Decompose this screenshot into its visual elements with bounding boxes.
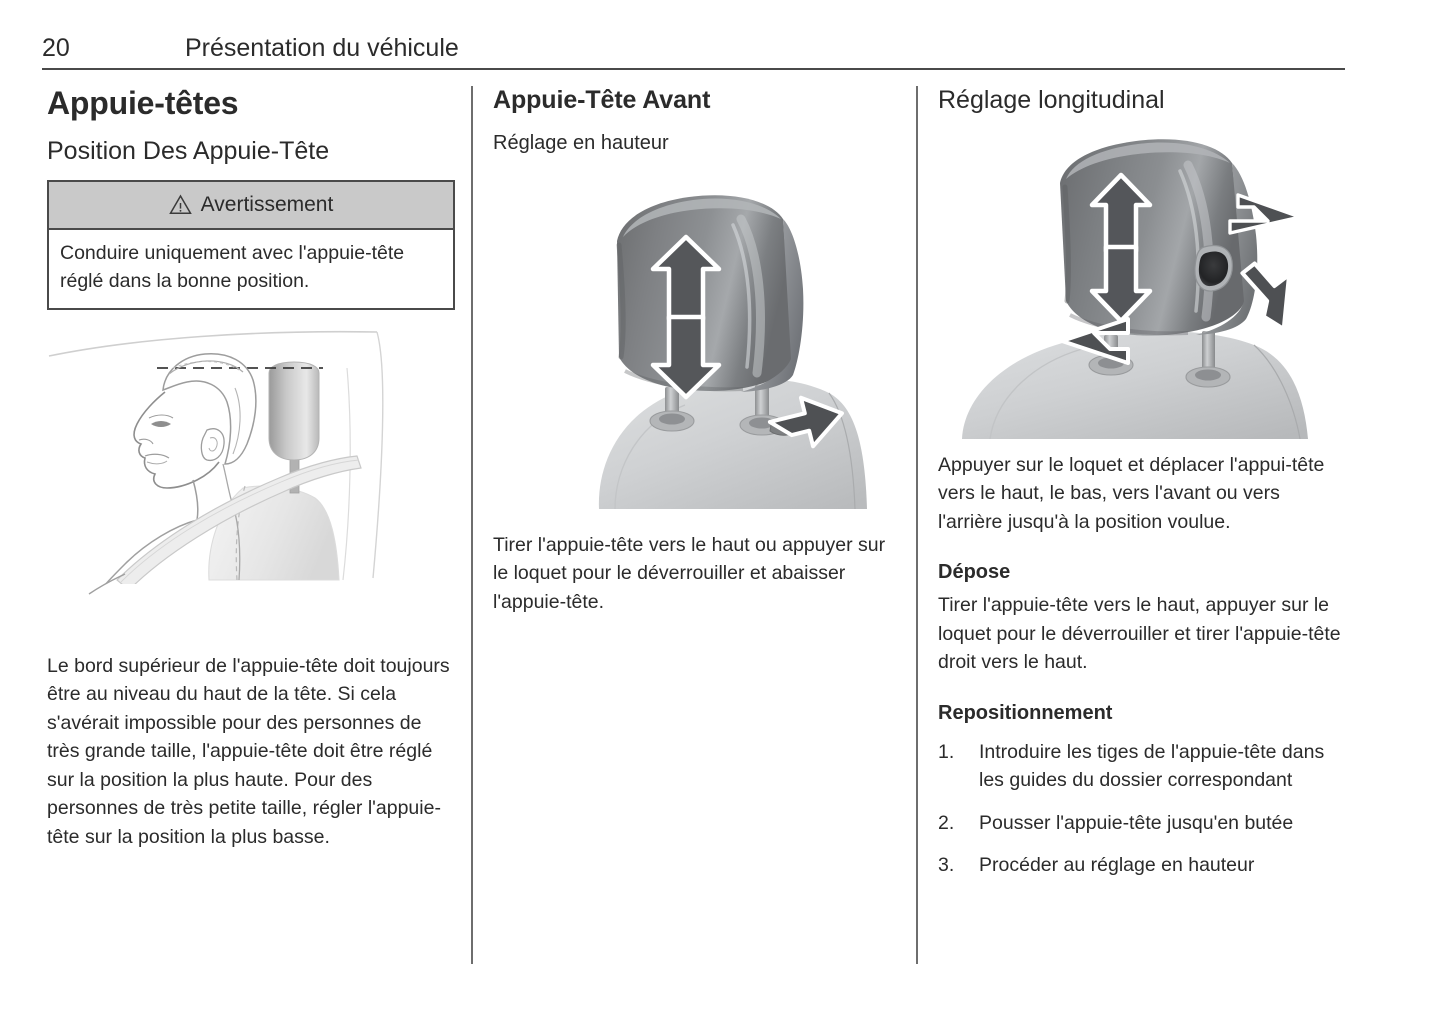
middle-column: [493, 86, 893, 616]
warning-body: [49, 230, 453, 308]
list-item-text: Pousser l'appuie-tête jusqu'en butée: [979, 811, 1294, 834]
column-divider-1: [471, 86, 473, 964]
warning-triangle-icon: [169, 194, 192, 215]
warning-label: Avertissement: [200, 192, 334, 216]
front-head-restraint-height-diagram: [493, 179, 871, 509]
removal-body-text: Tirer l'appuie-tête vers le haut, appuyer sur le loquet pour le déverrouiller et tirer l'appuie-tête droit vers le haut.: [938, 594, 1341, 674]
header-divider-rule: [42, 68, 1345, 70]
list-item: [938, 851, 1343, 880]
page-number: 20: [42, 34, 70, 62]
list-item-text: Procéder au réglage en hauteur: [979, 854, 1255, 877]
middle-column-body-text: Tirer l'appuie-tête vers le haut ou appuyer sur le loquet pour le déverrouiller et abaisser l'appuie-tête.: [493, 533, 886, 613]
page-title: Présentation du véhicule: [185, 34, 459, 62]
section-title-position: Position Des Appuie-Tête: [47, 137, 330, 166]
list-item-text: Introduire les tiges de l'appuie-tête dans les guides du dossier correspondant: [979, 740, 1325, 792]
subtitle-height-adjustment: Réglage en hauteur: [493, 131, 669, 154]
subtitle-repositioning: Repositionnement: [938, 701, 1113, 724]
list-item-number: 3.: [938, 854, 955, 877]
left-column: [47, 86, 457, 851]
warning-box: [47, 180, 455, 310]
list-item-number: 1.: [938, 740, 955, 763]
repositioning-steps-list: [938, 738, 1343, 880]
right-column: [938, 86, 1343, 880]
left-column-body-text: Le bord supérieur de l'appuie-tête doit toujours être au niveau du haut de la tête. Si cela s'avérait impossible pour des personnes de très grande taille, l'appuie-tête doit être réglé sur la position la plus haute. Pour des personnes de très petite taille, régler l'appuie-tête sur la position la plus basse.: [47, 654, 450, 848]
subtitle-removal: Dépose: [938, 561, 1011, 584]
section-title-longitudinal-adjustment: Réglage longitudinal: [938, 86, 1165, 114]
head-restraint-position-diagram: [47, 328, 420, 610]
list-item-number: 2.: [938, 811, 955, 834]
right-column-body-text: Appuyer sur le loquet et déplacer l'appui-tête vers le haut, le bas, vers l'avant ou vers l'arrière jusqu'à la position voulue.: [938, 453, 1325, 533]
section-title-front-head-restraint: Appuie-Tête Avant: [493, 86, 711, 114]
warning-text: Conduire uniquement avec l'appuie-tête réglé dans la bonne position.: [60, 241, 405, 292]
chapter-title: Appuie-têtes: [47, 85, 239, 121]
warning-header: [49, 182, 453, 230]
column-divider-2: [916, 86, 918, 964]
list-item: [938, 809, 1343, 838]
longitudinal-adjustment-diagram: [938, 129, 1330, 439]
list-item: [938, 738, 1343, 795]
page-header: [42, 34, 1345, 70]
